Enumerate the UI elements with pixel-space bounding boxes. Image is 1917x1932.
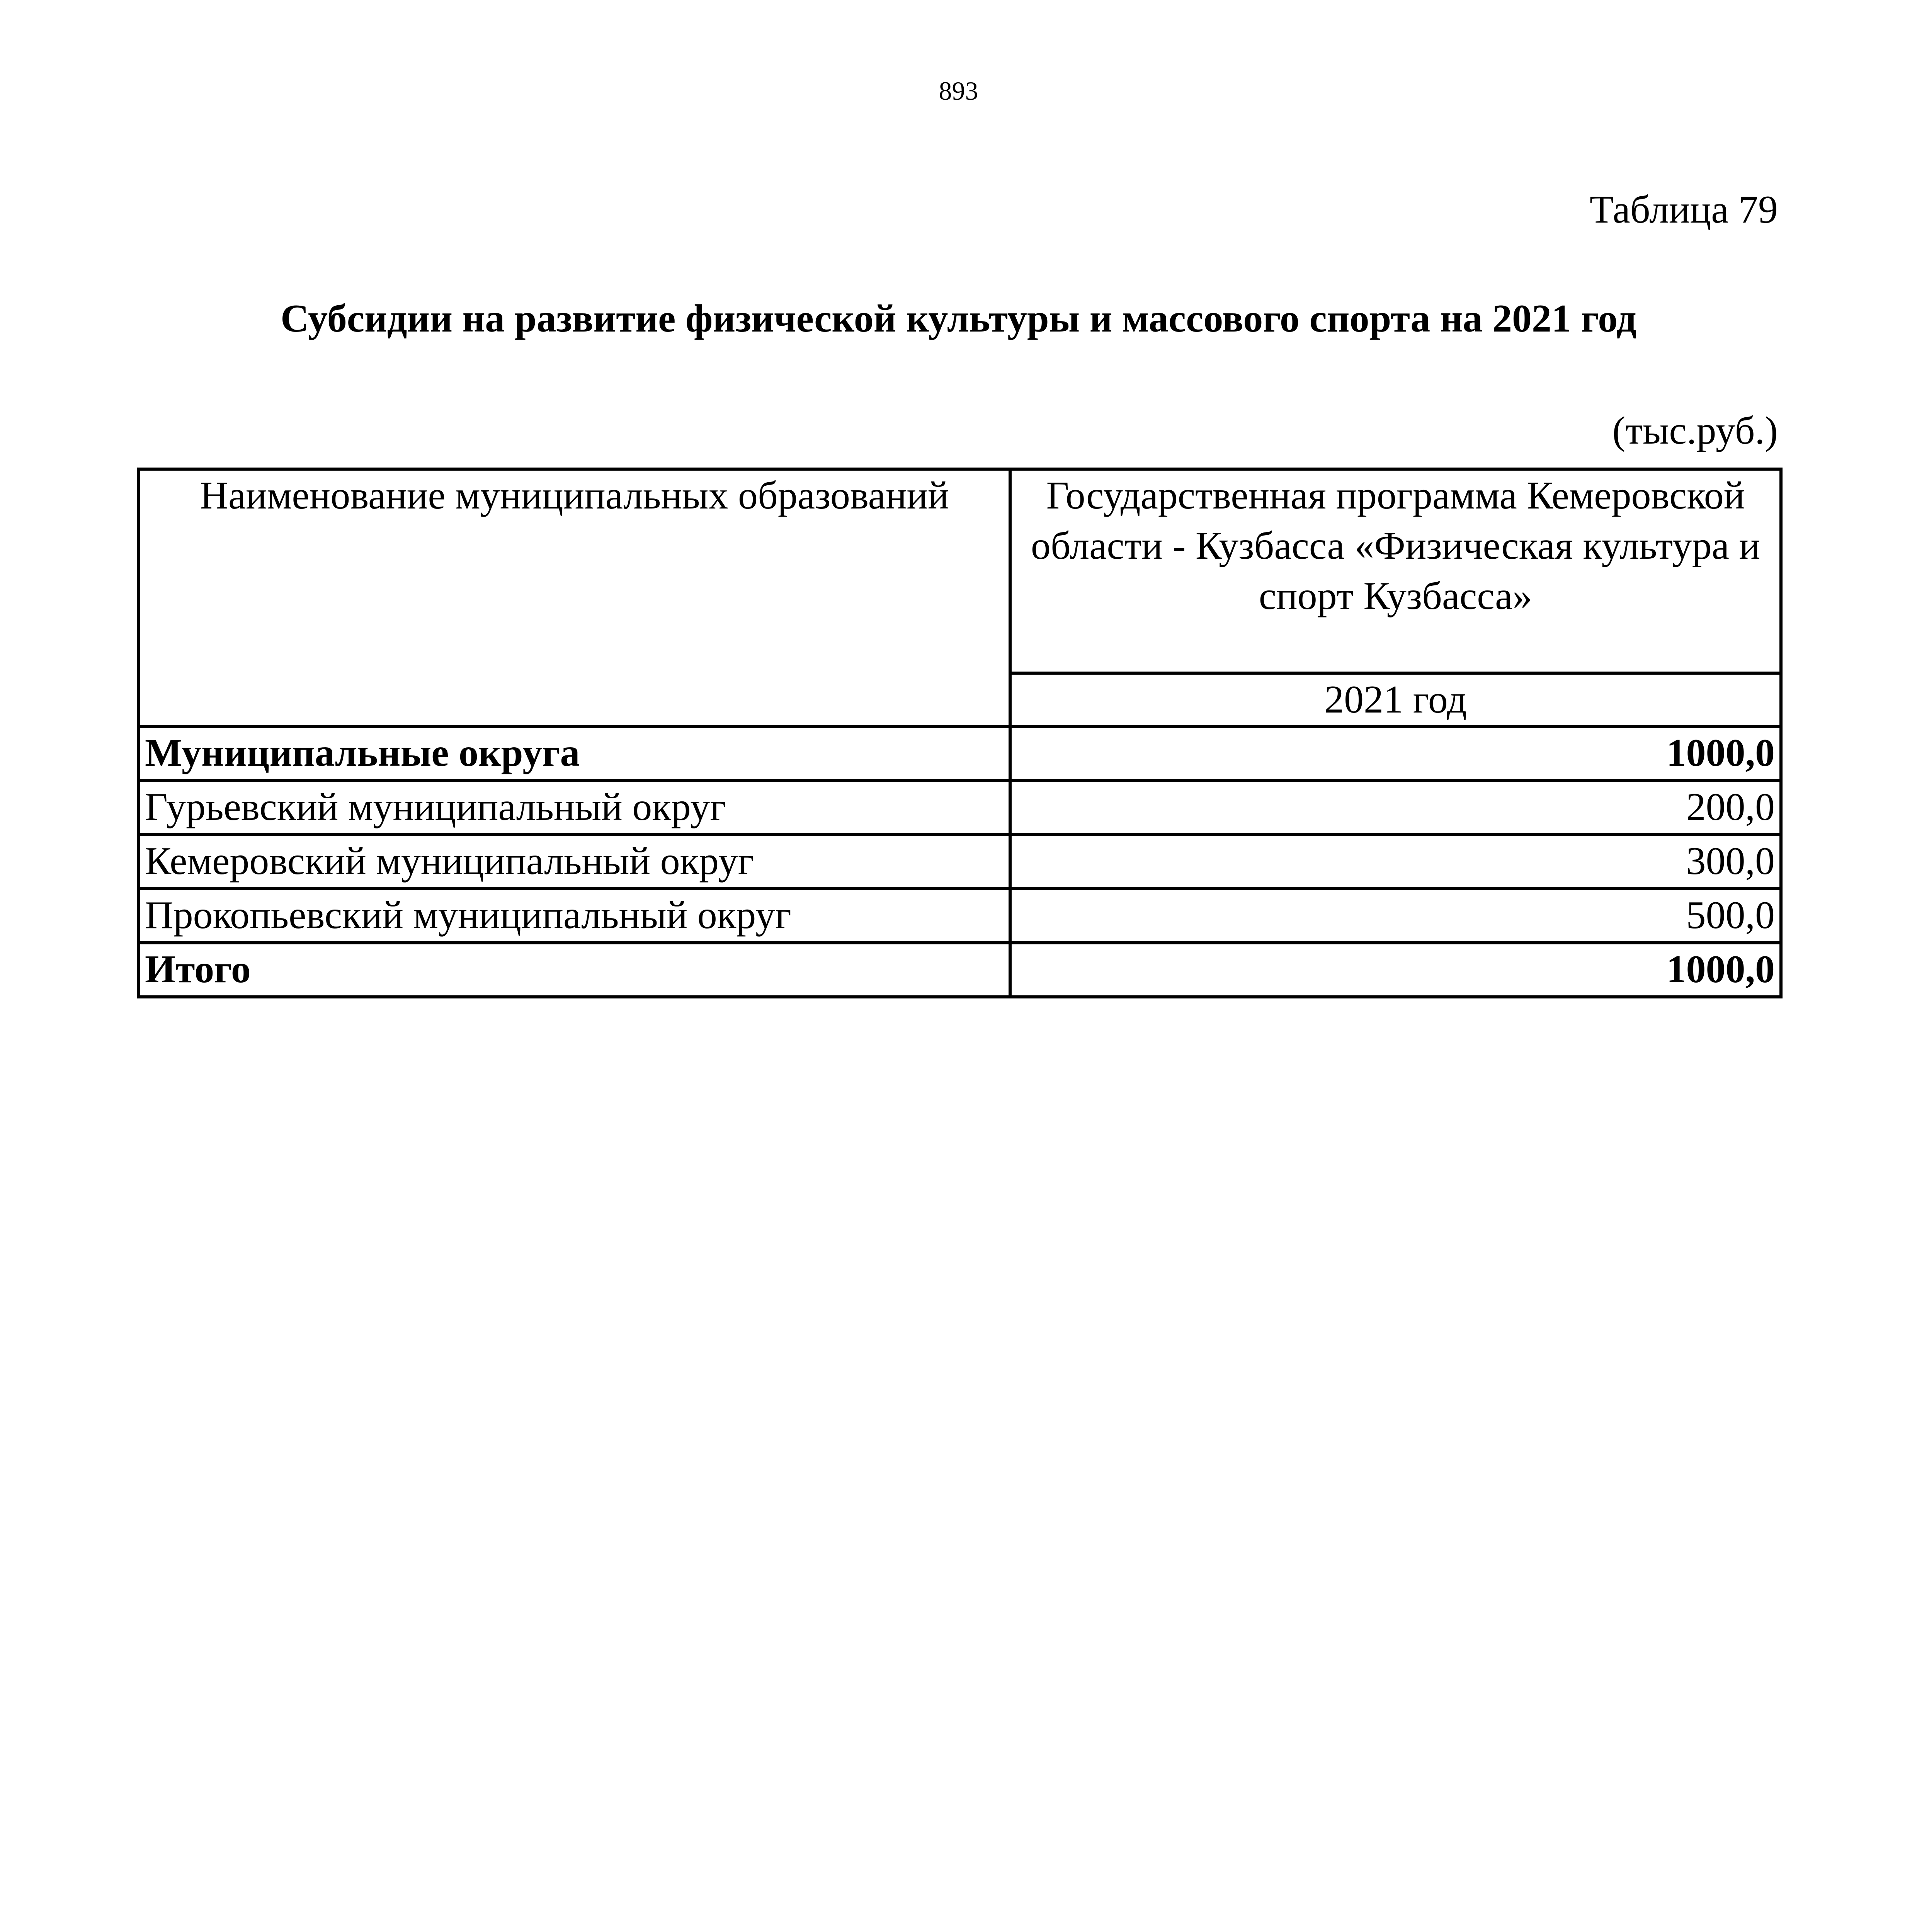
table-row xyxy=(139,726,1781,781)
row-value: 300,0 xyxy=(1010,835,1781,889)
row-value: 500,0 xyxy=(1010,889,1781,943)
row-value: 200,0 xyxy=(1010,781,1781,835)
units-label: (тыс.руб.) xyxy=(1612,409,1778,452)
document-title: Субсидии на развитие физической культуры и массового спорта на 2021 год xyxy=(281,297,1636,340)
table-number: Таблица 79 xyxy=(1589,188,1778,231)
row-value: 1000,0 xyxy=(1010,726,1781,781)
row-name: Кемеровский муниципальный округ xyxy=(139,835,1010,889)
table-header-row xyxy=(139,469,1781,673)
page-number: 893 xyxy=(939,76,978,105)
row-name: Прокопьевский муниципальный округ xyxy=(139,889,1010,943)
row-name: Гурьевский муниципальный округ xyxy=(139,781,1010,835)
table-row xyxy=(139,781,1781,835)
subsidy-table xyxy=(137,468,1783,998)
row-name: Итого xyxy=(139,943,1010,997)
row-name: Муниципальные округа xyxy=(139,726,1010,781)
header-municipality-name: Наименование муниципальных образований xyxy=(139,469,1010,726)
row-value: 1000,0 xyxy=(1010,943,1781,997)
table-row-total xyxy=(139,943,1781,997)
table-row xyxy=(139,889,1781,943)
header-state-program: Государственная программа Кемеровской области - Кузбасса «Физическая культура и спорт Кузбасса» xyxy=(1010,469,1781,673)
header-year: 2021 год xyxy=(1010,673,1781,726)
table-row xyxy=(139,835,1781,889)
